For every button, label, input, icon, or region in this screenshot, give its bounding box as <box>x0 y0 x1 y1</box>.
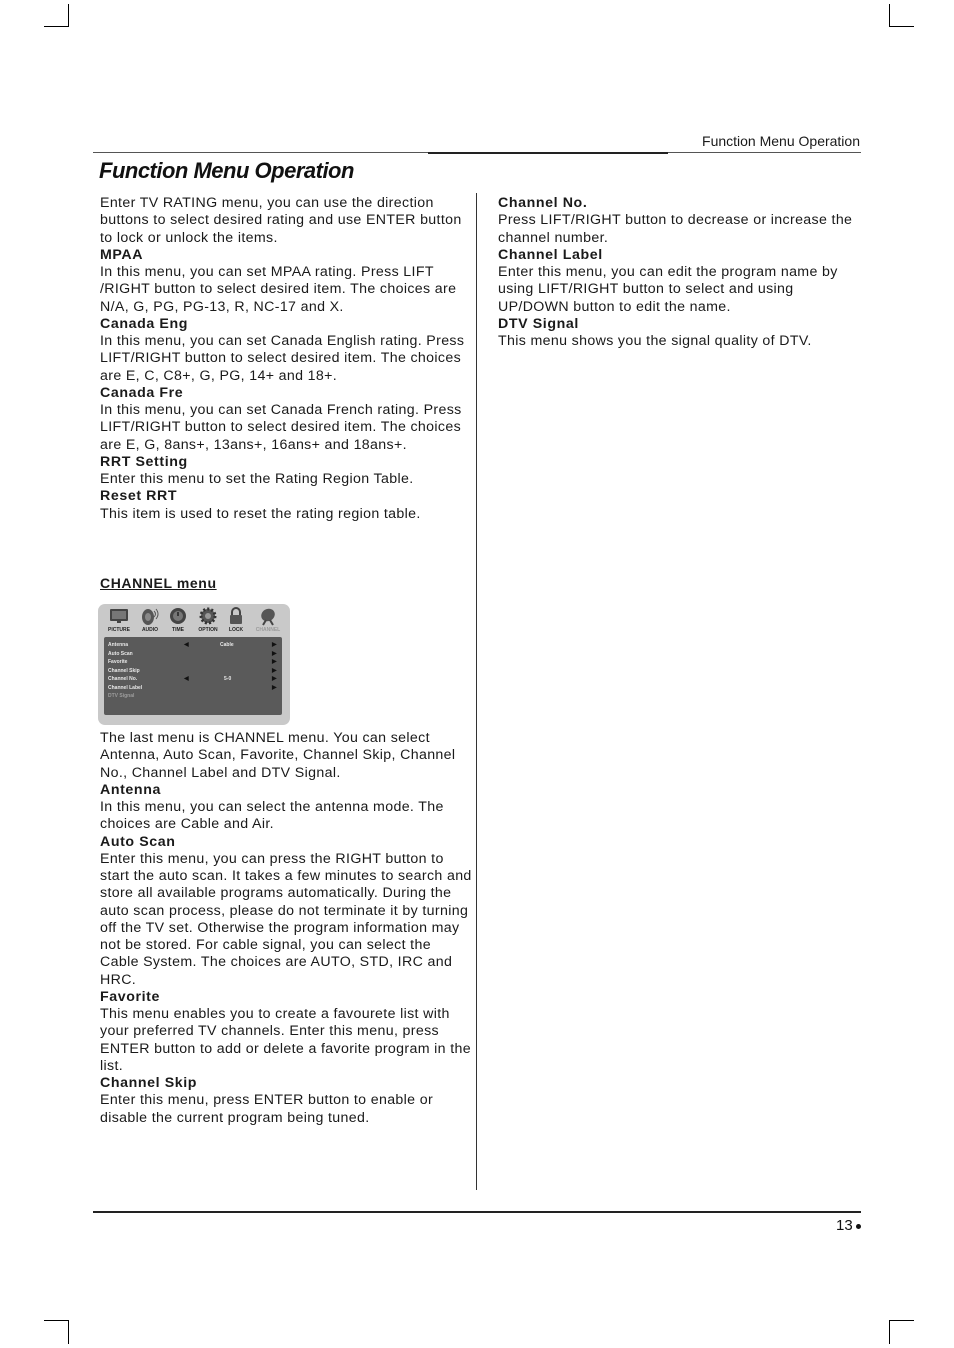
menu-row-label: Channel Skip <box>108 667 140 674</box>
paragraph: Press LIFT/RIGHT button to decrease or increase the channel number. <box>498 212 853 246</box>
tab-label: AUDIO <box>141 627 159 633</box>
paragraph: In this menu, you can set Canada English rating. Press LIFT/RIGHT button to select desired item. The choices are E, C, C8+, G, PG, 14+ and 18+. <box>100 333 465 384</box>
tab-lock <box>221 606 251 633</box>
header-rule-accent <box>428 152 668 154</box>
menu-row-label: Auto Scan <box>108 650 133 657</box>
right-column <box>498 195 858 350</box>
tab-audio <box>135 606 165 633</box>
crop-mark <box>889 26 914 27</box>
right-arrow-icon: ▶ <box>272 667 277 674</box>
left-arrow-icon: ◀ <box>184 676 189 682</box>
section-heading: RRT Setting <box>100 453 188 470</box>
tab-picture <box>104 606 134 633</box>
paragraph: This menu shows you the signal quality of DTV. <box>498 333 812 349</box>
paragraph: The last menu is CHANNEL menu. You can select Antenna, Auto Scan, Favorite, Channel Skip, Channel No., Channel Label and DTV Signal. <box>100 730 456 781</box>
section-heading: Channel No. <box>498 195 588 211</box>
menu-row-auto-scan <box>108 651 280 659</box>
menu-row-label: DTV Signal <box>108 693 135 699</box>
section-heading: Antenna <box>100 781 161 798</box>
right-arrow-icon: ▶ <box>272 659 277 665</box>
crop-mark <box>68 4 69 27</box>
crop-mark <box>889 4 890 27</box>
paragraph: In this menu, you can set Canada French rating. Press LIFT/RIGHT button to select desired item. The choices are E, G, 8ans+, 13ans+, 16ans+ and 18ans+. <box>100 402 462 453</box>
menu-row-label: Channel No. <box>108 676 138 682</box>
paragraph: Enter this menu, you can edit the program name by using LIFT/RIGHT button to select and using UP/DOWN button to edit the name. <box>498 264 838 315</box>
menu-row-favorite <box>108 659 280 667</box>
left-column-continued <box>100 730 472 1127</box>
tab-label: LOCK <box>228 627 244 633</box>
right-arrow-icon: ▶ <box>272 650 277 657</box>
gear-icon <box>198 606 218 626</box>
menu-row-channel-label <box>108 685 280 693</box>
tab-label: CHANNEL <box>255 627 281 633</box>
clock-icon <box>168 606 188 626</box>
section-heading: MPAA <box>100 246 144 263</box>
menu-row-label: Antenna <box>108 642 128 648</box>
column-divider <box>476 193 477 1190</box>
menu-row-label: Favorite <box>108 659 128 665</box>
crop-mark <box>44 1320 69 1321</box>
tv-icon <box>109 606 129 626</box>
tab-time <box>163 606 193 633</box>
menu-row-channel-no <box>108 676 280 684</box>
channel-menu-screenshot <box>98 604 290 725</box>
menu-row-channel-skip <box>108 668 280 676</box>
section-heading: Canada Fre <box>100 384 184 401</box>
paragraph: Enter TV RATING menu, you can use the direction buttons to select desired rating and use ENTER button to lock or unlock the items. <box>100 195 462 246</box>
left-column <box>100 195 470 523</box>
page-title: Function Menu Operation <box>99 158 354 183</box>
right-arrow-icon: ▶ <box>272 642 277 648</box>
tab-option <box>193 606 223 633</box>
crop-mark <box>889 1320 914 1321</box>
right-arrow-icon: ▶ <box>272 676 277 682</box>
crop-mark <box>889 1320 890 1344</box>
section-heading: Auto Scan <box>100 833 176 850</box>
paragraph: Enter this menu, you can press the RIGHT button to start the auto scan. It takes a few minutes to search and store all available programs automatically. During the auto scan process, please do not terminate it by turning off the TV set. Otherwise the program information may not be stored. For cable signal, you can select the Cable System. The choices are AUTO, STD, IRC and HRC. <box>100 850 472 988</box>
paragraph: Enter this menu, press ENTER button to enable or disable the current program being tuned. <box>100 1092 434 1126</box>
section-heading: Channel Skip <box>100 1075 198 1091</box>
section-heading: Favorite <box>100 988 160 1005</box>
tab-label: OPTION <box>198 627 218 633</box>
menu-panel <box>104 637 282 715</box>
section-heading: Reset RRT <box>100 488 178 505</box>
menu-row-value: 5-0 <box>224 676 232 682</box>
crop-mark <box>44 26 69 27</box>
left-arrow-icon: ◀ <box>184 642 189 648</box>
crop-mark <box>68 1320 69 1344</box>
page-number: 13 <box>836 1217 853 1234</box>
channel-menu-heading: CHANNEL menu <box>100 575 217 591</box>
paragraph: This menu enables you to create a favourete list with your preferred TV channels. Enter this menu, press ENTER button to add or delete a favorite program in the list. <box>100 1006 471 1074</box>
menu-row-dtv-signal <box>108 693 280 701</box>
menu-row-antenna <box>108 642 280 650</box>
satellite-dish-icon <box>258 606 278 626</box>
speaker-icon <box>140 606 160 626</box>
section-heading: DTV Signal <box>498 315 579 332</box>
running-header: Function Menu Operation <box>702 133 860 149</box>
tab-label: TIME <box>172 627 184 633</box>
paragraph: In this menu, you can select the antenna mode. The choices are Cable and Air. <box>100 799 444 833</box>
menu-row-label: Channel Label <box>108 684 143 691</box>
menu-row-value: Cable <box>220 642 234 648</box>
paragraph: In this menu, you can set MPAA rating. Press LIFT /RIGHT button to select desired item. The choices are N/A, G, PG, PG-13, R, NC-17 and X. <box>100 264 457 315</box>
bullet-icon <box>856 1224 861 1229</box>
menu-tab-bar <box>98 606 290 636</box>
lock-icon <box>226 606 246 626</box>
footer-rule <box>93 1211 861 1213</box>
tab-channel <box>253 606 283 633</box>
section-heading: Canada Eng <box>100 315 188 332</box>
paragraph: This item is used to reset the rating region table. <box>100 505 421 522</box>
section-heading: Channel Label <box>498 246 603 263</box>
right-arrow-icon: ▶ <box>272 684 277 691</box>
tab-label: PICTURE <box>108 627 130 633</box>
paragraph: Enter this menu to set the Rating Region Table. <box>100 471 414 487</box>
